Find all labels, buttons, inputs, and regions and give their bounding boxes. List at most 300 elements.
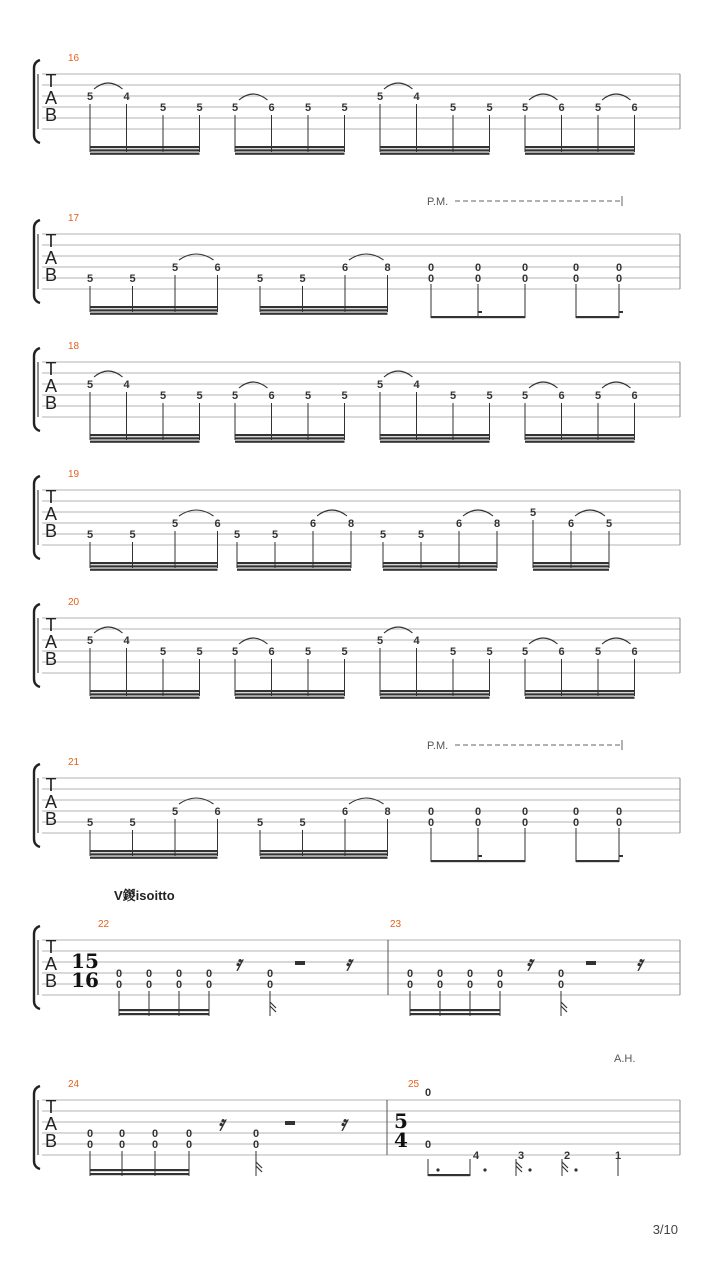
fret-number: 5 (594, 102, 602, 114)
palm-mute-label: P.M. (427, 740, 449, 752)
fret-number: 2 (563, 1150, 571, 1162)
fret-number: 4 (472, 1150, 480, 1162)
note-flag (516, 1162, 522, 1172)
beam (383, 565, 497, 567)
fret-number: 5 (379, 529, 387, 541)
beam (380, 437, 490, 439)
system-bracket (34, 604, 40, 687)
note-flag (256, 1162, 262, 1172)
fret-number: 0 (205, 968, 213, 980)
fret-number: 4 (123, 635, 130, 647)
fret-number: 0 (424, 1139, 432, 1151)
tie (239, 94, 268, 100)
fret-number: 5 (376, 379, 384, 391)
beam (90, 437, 200, 439)
fret-number: 5 (86, 817, 94, 829)
beam-stub (619, 855, 623, 857)
page-number: 3/10 (652, 1222, 678, 1237)
beam (380, 693, 490, 695)
beam (90, 146, 200, 148)
fret-number: 5 (299, 273, 306, 285)
tab-system-17 (34, 196, 680, 318)
tab-clef-letter: B (44, 105, 58, 125)
fret-number: 0 (474, 262, 482, 274)
fret-number: 0 (252, 1139, 260, 1151)
fret-number: 0 (427, 273, 435, 285)
beam-stub (478, 855, 482, 857)
fret-number: 5 (486, 646, 493, 658)
beam (380, 690, 490, 692)
beam (576, 316, 619, 318)
beam-group (530, 507, 612, 571)
beam (90, 853, 218, 855)
fret-number: 5 (304, 102, 312, 114)
fret-number: 0 (521, 262, 529, 274)
fret-number: 0 (427, 817, 435, 829)
fret-number: 0 (496, 968, 504, 980)
beam (90, 697, 200, 699)
fret-number: 0 (266, 979, 274, 991)
time-signature-top: 15 (71, 949, 99, 973)
fret-number: 5 (529, 507, 537, 519)
tie (602, 382, 631, 388)
fret-number: 5 (171, 806, 179, 818)
beam (235, 697, 345, 699)
tab-clef-letter: T (45, 937, 57, 957)
fret-number: 6 (341, 262, 349, 274)
tab-clef-letter: T (45, 487, 57, 507)
dot (483, 1168, 486, 1171)
fret-number: 5 (521, 646, 529, 658)
tie (384, 83, 413, 89)
beam (235, 149, 345, 151)
fret-number: 5 (196, 102, 203, 114)
tie (602, 638, 631, 644)
fret-number: 0 (86, 1128, 94, 1140)
beam-group (87, 627, 203, 699)
tab-clef-letter: B (44, 971, 58, 991)
fret-number: 5 (256, 273, 264, 285)
system-bracket (34, 1086, 40, 1169)
fret-number: 6 (341, 806, 349, 818)
tie (602, 94, 631, 100)
fret-number: 5 (256, 817, 264, 829)
measure-number: 25 (408, 1079, 420, 1090)
fret-number: 5 (231, 102, 239, 114)
measure-number: 17 (68, 213, 80, 224)
beam-group (522, 382, 638, 443)
fret-number: 0 (185, 1128, 193, 1140)
fret-number: 5 (86, 379, 94, 391)
beam (260, 313, 388, 315)
beam-group (573, 262, 623, 318)
fret-number: 6 (558, 646, 565, 658)
beam-group (87, 83, 203, 155)
fret-number: 5 (341, 102, 348, 114)
tab-clef-letter: B (44, 809, 58, 829)
fret-number: 5 (486, 390, 493, 402)
fret-number: 0 (474, 817, 482, 829)
half-rest (285, 1121, 295, 1125)
fret-number: 5 (233, 529, 241, 541)
fret-number: 0 (474, 806, 482, 818)
fret-number: 5 (341, 646, 348, 658)
beam-group (428, 262, 528, 318)
tie (239, 638, 268, 644)
note-flag (561, 1002, 567, 1012)
fret-number: 8 (493, 518, 501, 530)
fret-number: 6 (558, 102, 565, 114)
tie (529, 638, 558, 644)
fret-number: 4 (413, 91, 420, 103)
tie (317, 510, 347, 516)
tab-system-20 (34, 597, 680, 699)
beam (525, 690, 635, 692)
fret-number: 5 (521, 390, 529, 402)
tab-clef-letter: A (44, 1114, 58, 1134)
fret-number: 6 (455, 518, 463, 530)
fret-number: 0 (572, 262, 580, 274)
tie (349, 254, 384, 260)
beam (260, 309, 388, 311)
fret-number: 5 (417, 529, 425, 541)
fret-number: 0 (427, 806, 435, 818)
fret-number: 6 (214, 262, 221, 274)
fret-number: 0 (118, 1128, 126, 1140)
dot (436, 1168, 439, 1171)
beam (90, 1169, 189, 1171)
fret-number: 0 (615, 273, 623, 285)
time-signature-bottom: 16 (71, 968, 99, 992)
fret-number: 5 (521, 102, 529, 114)
fret-number: 5 (86, 273, 94, 285)
tab-system-19 (34, 469, 680, 571)
beam-stub (478, 311, 482, 313)
half-rest (586, 961, 596, 965)
beam-group (377, 627, 493, 699)
fret-number: 5 (449, 646, 457, 658)
beam-group (573, 806, 623, 862)
fret-number: 5 (86, 635, 94, 647)
palm-mute-label: P.M. (427, 196, 449, 208)
beam (237, 562, 351, 564)
fret-number: 5 (605, 518, 613, 530)
beam (525, 434, 635, 436)
measure-number: 18 (68, 341, 80, 352)
beam-group (380, 510, 500, 571)
system-bracket (34, 60, 40, 143)
beam-group (232, 638, 348, 699)
fret-number: 5 (159, 646, 167, 658)
fret-number: 5 (129, 529, 136, 541)
fret-number: 5 (341, 390, 348, 402)
fret-number: 5 (196, 646, 203, 658)
beam (235, 693, 345, 695)
beam (235, 441, 345, 443)
tab-clef-letter: A (44, 376, 58, 396)
fret-number: 6 (214, 518, 221, 530)
tab-clef-letter: T (45, 71, 57, 91)
fret-number: 0 (436, 968, 444, 980)
fret-number: 5 (304, 390, 312, 402)
fret-number: 0 (406, 968, 414, 980)
tie (239, 382, 268, 388)
fret-number: 0 (115, 968, 123, 980)
tab-system-16 (34, 53, 680, 155)
measure-number: 23 (390, 919, 402, 930)
fret-number: 0 (86, 1139, 94, 1151)
beam (260, 853, 388, 855)
fret-number: 4 (123, 91, 130, 103)
sixteenth-rest: 𝄿 (345, 951, 352, 975)
fret-number: 8 (384, 262, 391, 274)
fret-number: 5 (159, 102, 167, 114)
fret-number: 6 (558, 390, 565, 402)
fret-number: 0 (175, 968, 183, 980)
beam (380, 434, 490, 436)
fret-number: 0 (252, 1128, 260, 1140)
beam (90, 562, 218, 564)
fret-number: 0 (151, 1128, 159, 1140)
measure-number: 19 (68, 469, 80, 480)
beam-group (87, 510, 221, 571)
beam (235, 437, 345, 439)
sixteenth-rest: 𝄿 (235, 951, 242, 975)
beam (260, 857, 388, 859)
fret-number: 0 (521, 273, 529, 285)
tab-clef-letter: B (44, 393, 58, 413)
tie (179, 254, 214, 260)
fret-number: 0 (466, 979, 474, 991)
tie (94, 371, 123, 377)
beam (237, 565, 351, 567)
fret-number: 6 (268, 646, 275, 658)
section-label: V鍐isoitto (114, 888, 175, 903)
beam-group (232, 94, 348, 155)
artificial-harmonic-label: A.H. (614, 1053, 636, 1065)
time-signature-top: 5 (394, 1109, 408, 1133)
measure-number: 16 (68, 53, 80, 64)
fret-number: 5 (171, 518, 179, 530)
beam (525, 693, 635, 695)
tab-system-18 (34, 341, 680, 443)
fret-number: 5 (486, 102, 493, 114)
beam (525, 153, 635, 155)
measure-number: 20 (68, 597, 80, 608)
tie (179, 510, 214, 516)
tie (463, 510, 493, 516)
beam-group (87, 798, 221, 859)
note-flag (270, 1002, 276, 1012)
fret-number: 0 (474, 273, 482, 285)
fret-number: 6 (631, 646, 638, 658)
fret-number: 0 (436, 979, 444, 991)
beam (90, 569, 218, 571)
beam-group (234, 510, 354, 571)
beam (525, 697, 635, 699)
fret-number: 6 (567, 518, 575, 530)
system-bracket (34, 476, 40, 559)
system-bracket (34, 348, 40, 431)
beam-group (232, 382, 348, 443)
fret-number: 5 (86, 529, 94, 541)
sixteenth-rest: 𝄿 (218, 1111, 225, 1135)
tab-clef-letter: B (44, 265, 58, 285)
tab-clef-letter: A (44, 504, 58, 524)
tab-clef-letter: B (44, 649, 58, 669)
beam (525, 441, 635, 443)
beam (90, 309, 218, 311)
beam (235, 146, 345, 148)
tie (529, 94, 558, 100)
beam-group (87, 254, 221, 315)
beam (90, 153, 200, 155)
beam (119, 1013, 209, 1015)
fret-number: 5 (304, 646, 312, 658)
tie (179, 798, 214, 804)
beam (90, 850, 218, 852)
beam-stub (619, 311, 623, 313)
fret-number: 5 (159, 390, 167, 402)
tie (94, 83, 123, 89)
beam (90, 149, 200, 151)
tie (575, 510, 605, 516)
tab-clef-letter: B (44, 1131, 58, 1151)
tab-clef-letter: T (45, 231, 57, 251)
beam (90, 1173, 189, 1175)
beam (90, 441, 200, 443)
fret-number: 0 (615, 806, 623, 818)
system-bracket (34, 926, 40, 1009)
beam (90, 313, 218, 315)
beam (90, 857, 218, 859)
fret-number: 0 (557, 968, 565, 980)
dot (574, 1168, 577, 1171)
beam (383, 562, 497, 564)
fret-number: 0 (115, 979, 123, 991)
beam (235, 690, 345, 692)
fret-number: 5 (299, 817, 306, 829)
tie (384, 371, 413, 377)
beam (90, 690, 200, 692)
fret-number: 1 (614, 1150, 622, 1162)
tab-system-21 (34, 740, 680, 862)
beam (525, 437, 635, 439)
system-bracket (34, 764, 40, 847)
beam (90, 306, 218, 308)
fret-number: 0 (521, 817, 529, 829)
beam (235, 153, 345, 155)
fret-number: 6 (268, 390, 275, 402)
fret-number: 0 (205, 979, 213, 991)
fret-number: 5 (449, 102, 457, 114)
fret-number: 0 (145, 968, 153, 980)
fret-number: 0 (175, 979, 183, 991)
dot (528, 1168, 531, 1171)
tab-clef-letter: T (45, 615, 57, 635)
beam (428, 1174, 470, 1176)
beam (90, 693, 200, 695)
fret-number: 6 (631, 390, 638, 402)
beam (410, 1013, 500, 1015)
fret-number: 6 (631, 102, 638, 114)
tab-clef-letter: A (44, 88, 58, 108)
fret-number: 5 (129, 817, 136, 829)
fret-number: 0 (572, 273, 580, 285)
fret-number: 8 (384, 806, 391, 818)
tie (94, 627, 123, 633)
tab-clef-letter: A (44, 954, 58, 974)
fret-number: 8 (347, 518, 355, 530)
beam (410, 1009, 500, 1011)
fret-number: 3 (517, 1150, 525, 1162)
fret-number: 4 (123, 379, 130, 391)
fret-number: 5 (196, 390, 203, 402)
fret-number: 0 (145, 979, 153, 991)
fret-number: 0 (572, 806, 580, 818)
beam-group (377, 371, 493, 443)
fret-number: 5 (376, 91, 384, 103)
beam (383, 569, 497, 571)
fret-number: 0 (118, 1139, 126, 1151)
fret-number: 5 (271, 529, 279, 541)
sixteenth-rest: 𝄿 (340, 1111, 347, 1135)
fret-number: 0 (266, 968, 274, 980)
beam-group (257, 798, 391, 859)
tab-clef-letter: B (44, 521, 58, 541)
beam-group (522, 638, 638, 699)
measure-number: 21 (68, 757, 80, 768)
beam (119, 1009, 209, 1011)
fret-number: 5 (171, 262, 179, 274)
fret-number: 6 (268, 102, 275, 114)
beam (235, 434, 345, 436)
half-rest (295, 961, 305, 965)
fret-number: 5 (594, 646, 602, 658)
beam-group (257, 254, 391, 315)
beam (533, 565, 609, 567)
beam-group (522, 94, 638, 155)
fret-number: 5 (129, 273, 136, 285)
beam (431, 316, 525, 318)
fret-number: 6 (214, 806, 221, 818)
fret-number: 0 (521, 806, 529, 818)
beam (260, 850, 388, 852)
beam (380, 149, 490, 151)
tie (384, 627, 413, 633)
tab-clef-letter: A (44, 792, 58, 812)
beam-group (87, 371, 203, 443)
fret-number: 0 (557, 979, 565, 991)
sixteenth-rest: 𝄿 (636, 951, 643, 975)
measure-number: 24 (68, 1079, 80, 1090)
beam (380, 441, 490, 443)
beam (380, 697, 490, 699)
beam-group (377, 83, 493, 155)
fret-number: 0 (406, 979, 414, 991)
fret-number: 5 (376, 635, 384, 647)
beam (260, 306, 388, 308)
beam (90, 565, 218, 567)
tab-clef-letter: A (44, 632, 58, 652)
beam (576, 860, 619, 862)
fret-number: 0 (185, 1139, 193, 1151)
sixteenth-rest: 𝄿 (526, 951, 533, 975)
fret-number: 4 (413, 379, 420, 391)
beam (90, 434, 200, 436)
tie (349, 798, 384, 804)
beam (431, 860, 525, 862)
